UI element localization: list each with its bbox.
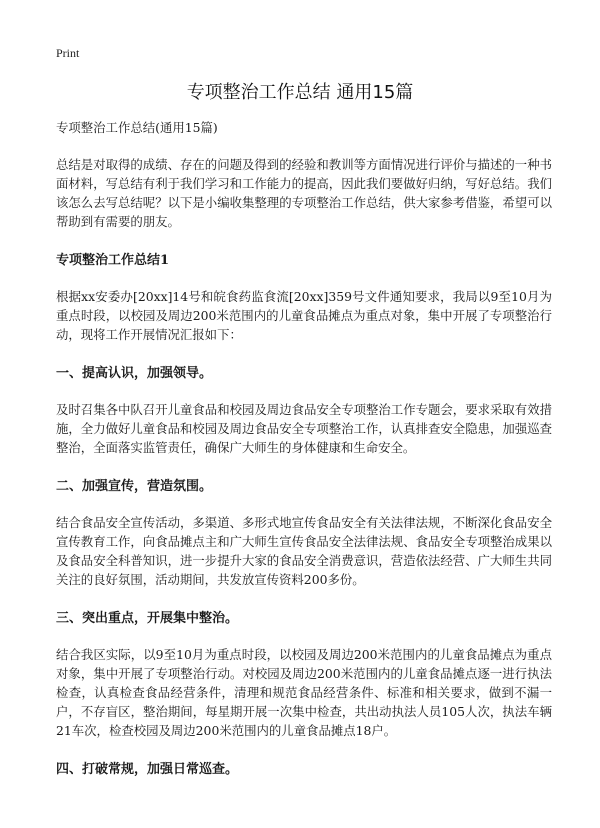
document-title: 专项整治工作总结 通用15篇 [186,82,414,103]
part-3-heading: 三、突出重点，开展集中整治。 [56,611,239,626]
document-subtitle: 专项整治工作总结(通用15篇) [56,120,218,135]
part-3-body: 结合我区实际，以9至10月为重点时段，以校园及周边200米范围内的儿童食品摊点为重点对象，集中开展了专项整治行动。对校园及周边200米范围内的儿童食品摊点逐一进行执法检查，认真检查食品经营条件，清理和规范食品经营条件、标准和相关要求，做到不漏一户，不存盲区，整治期间，每星期开展一次集中检查，共出动执法人员105人次，执法车辆21车次，检查校园及周边200米范围内的儿童食品摊点18户。 [56,647,552,738]
part-2-heading: 二、加强宣传，营造氛围。 [56,479,213,494]
intro-paragraph: 总结是对取得的成绩、存在的问题及得到的经验和教训等方面情况进行评价与描述的一种书面材料，写总结有利于我们学习和工作能力的提高，因此我们要做好归纳，写好总结。我们该怎么去写总结呢？以下是小编收集整理的专项整治工作总结，供大家参考借鉴，希望可以帮助到有需要的朋友。 [56,157,552,229]
part-1-body: 及时召集各中队召开儿童食品和校园及周边食品安全专项整治工作专题会，要求采取有效措施，全力做好儿童食品和校园及周边食品安全专项整治工作，认真排查安全隐患，加强巡查整治，全面落实监管责任，确保广大师生的身体健康和生命安全。 [56,402,552,455]
print-link[interactable]: Print [56,46,80,60]
part-4-heading: 四、打破常规，加强日常巡查。 [56,762,239,777]
part-1-heading: 一、提高认识，加强领导。 [56,366,213,381]
part-2-body: 结合食品安全宣传活动，多渠道、多形式地宣传食品安全有关法律法规，不断深化食品安全宣传教育工作，向食品摊点主和广大师生宣传食品安全法律法规、食品安全专项整治成果以及食品安全科普知识，进一步提升大家的食品安全消费意识，营造依法经营、广大师生共同关注的良好氛围，活动期间，共发放宣传资料200多份。 [56,515,552,587]
document-content [56,118,552,796]
section-intro-paragraph: 根据xx安委办[20xx]14号和皖食药监食流[20xx]359号文件通知要求，我局以9至10月为重点时段，以校园及周边200米范围内的儿童食品摊点为重点对象，集中开展了专项整治行动，现将工作开展情况汇报如下： [56,289,552,342]
section-heading: 专项整治工作总结1 [56,253,170,268]
